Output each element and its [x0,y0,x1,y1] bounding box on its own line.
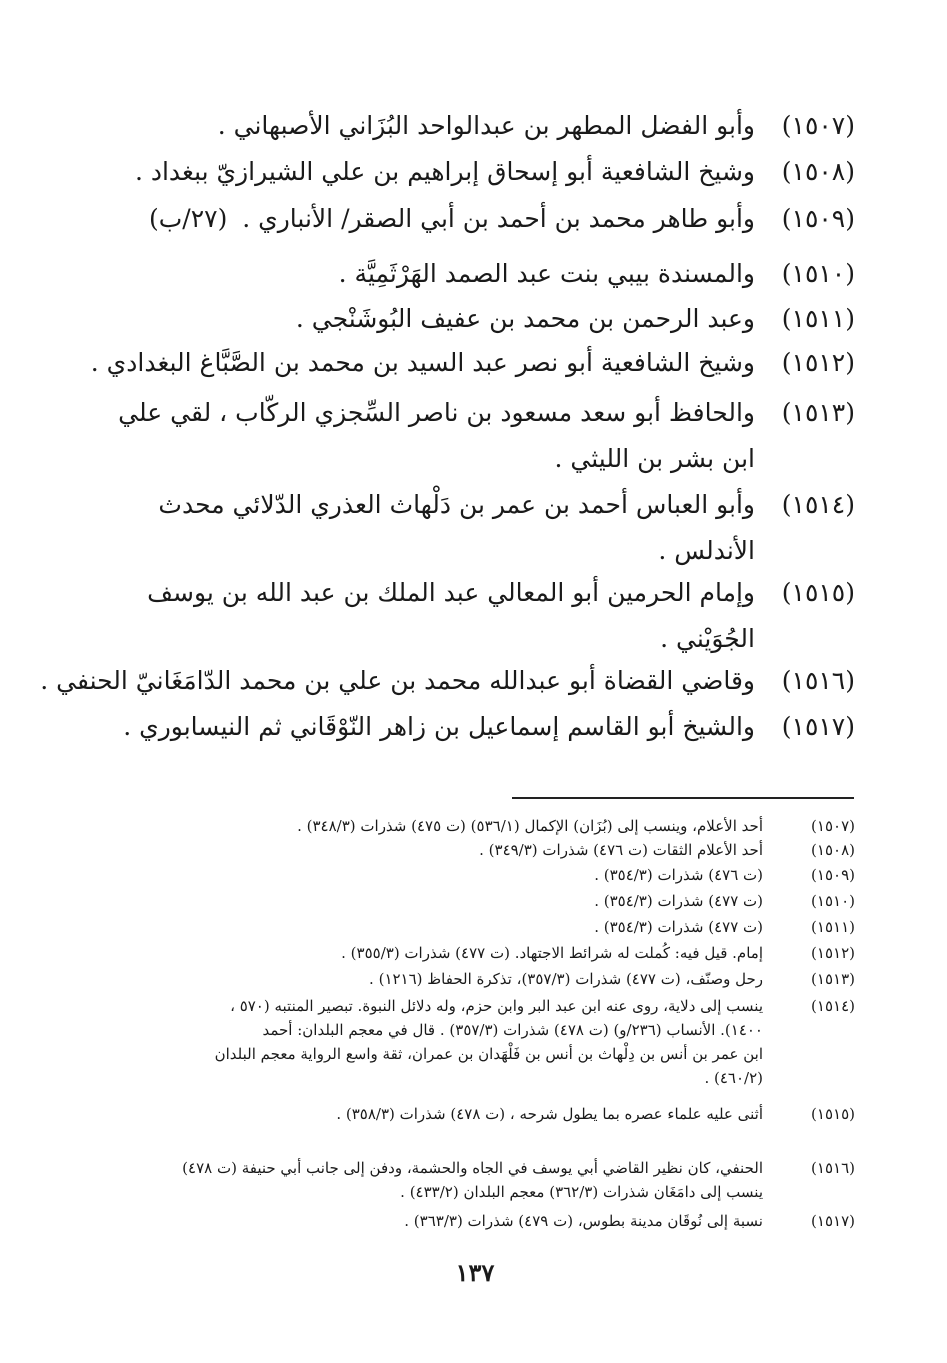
entry-number: (١٥٠٨) [781,157,855,186]
entry-text: والمسندة بيبي بنت عبد الصمد الهَرْثَمِيَّة . [338,259,755,288]
footnote-text: الحنفي، كان نظير القاضي أبي يوسف في الجاه والحشمة، ودفن إلى جانب أبي حنيفة (ت ٤٧٨) [182,1159,763,1177]
entry-text: والحافظ أبو سعد مسعود بن ناصر السِّجزي الركّاب ، لقي علي [118,398,755,427]
footnote-number: (١٥١١) [811,918,855,936]
footnote-text-line-3: ابن عمر بن أنس بن دِلْهاث بن أنس بن فَلْهَدان بن عمران، ثقة واسع الرواية معجم البلدان [214,1045,763,1063]
footnote-text: أحد الأعلام، وينسب إلى (بُزَان) الإكمال (٥٣٦/١) (ت ٤٧٥) شذرات (٣٤٨/٣) . [297,817,763,835]
footnote-text: (ت ٤٧٧) شذرات (٣٥٤/٣) . [594,892,763,910]
footnote-text: أحد الأعلام الثقات (ت ٤٧٦) شذرات (٣٤٩/٣) . [479,841,763,859]
footnote-number: (١٥١٥) [811,1105,855,1123]
entry-text: وعبد الرحمن بن محمد بن عفيف البُوشَنْجي . [295,304,755,333]
footnote-text: إمام. قيل فيه: كُملت له شرائط الاجتهاد. (ت ٤٧٧) شذرات (٣٥٥/٣) . [341,944,763,962]
page-number: ١٣٧ [455,1258,495,1287]
entry-number: (١٥١٣) [781,398,855,427]
footnote-number: (١٥١٠) [811,892,855,910]
footnote-text: ينسب إلى دلاية، روى عنه ابن عبد البر وابن حزم، وله دلائل النبوة. تبصير المنتبه (٥٧٠ ، [230,997,763,1015]
entry-text: وإمام الحرمين أبو المعالي عبد الملك بن عبد الله بن يوسف [147,578,755,607]
entry-text-continuation: الأندلس . [658,536,755,565]
entry-text: والشيخ أبو القاسم إسماعيل بن زاهر النّوْقَاني ثم النيسابوري . [123,712,755,741]
entry-text: وشيخ الشافعية أبو نصر عبد السيد بن محمد بن الصَّبَّاغ البغدادي . [90,348,755,377]
footnote-number: (١٥٠٨) [811,841,855,859]
entry-number: (١٥١٠) [781,259,855,288]
entry-number: (١٥١١) [781,304,855,333]
footnote-number: (١٥٠٧) [811,817,855,835]
footnote-text: نسبة إلى نُوقَان مدينة بطوس، (ت ٤٧٩) شذرات (٣٦٣/٣) . [404,1212,763,1230]
footnote-text: أثنى عليه علماء عصره بما يطول شرحه ، (ت ٤٧٨) شذرات (٣٥٨/٣) . [336,1105,763,1123]
entry-number: (١٥٠٧) [781,111,855,140]
entry-text: وشيخ الشافعية أبو إسحاق إبراهيم بن علي الشيرازيّ ببغداد . [134,157,755,186]
entry-number: (١٥١٥) [781,578,855,607]
entry-text-continuation: ابن بشر بن الليثي . [554,444,755,473]
footnote-number: (١٥٠٩) [811,866,855,884]
footnote-number: (١٥١٣) [811,970,855,988]
entry-number: (١٥١٤) [781,490,855,519]
footnote-text: (ت ٤٧٧) شذرات (٣٥٤/٣) . [594,918,763,936]
footnote-number: (١٥١٧) [811,1212,855,1230]
entry-number: (١٥١٦) [781,666,855,695]
entry-text: وأبو طاهر محمد بن أحمد بن أبي الصقر/ الأنباري . [242,204,755,233]
footnote-number: (١٥١٢) [811,944,855,962]
footnote-text-line-2: ١٤٠٠). الأنساب (٢٣٦/و) (ت ٤٧٨) شذرات (٣٥٧/٣) . قال في معجم البلدان: أحمد [262,1021,763,1039]
footnote-text: رحل وصنّف، (ت ٤٧٧) شذرات (٣٥٧/٣)، تذكرة الحفاظ (١٢١٦) . [369,970,763,988]
entry-number: (١٥٠٩) [781,204,855,233]
manuscript-folio-marker: (٢٧/ب) [149,204,228,233]
footnote-number: (١٥١٤) [811,997,855,1015]
footnote-text: (ت ٤٧٦) شذرات (٣٥٤/٣) . [594,866,763,884]
entry-number: (١٥١٢) [781,348,855,377]
footnote-text-line-2: ينسب إلى دامَغَان شذرات (٣٦٢/٣) معجم البلدان (٤٣٣/٢) . [400,1183,763,1201]
entry-text-continuation: الجُوَيْني . [660,624,755,653]
entry-text: وأبو العباس أحمد بن عمر بن دَلْهاث العذري الدّلائي محدث [158,490,755,519]
footnote-divider [512,797,854,799]
entry-text: وأبو الفضل المطهر بن عبدالواحد البُزَاني الأصبهاني . [217,111,755,140]
entry-number: (١٥١٧) [781,712,855,741]
footnote-number: (١٥١٦) [811,1159,855,1177]
footnote-text-line-4: (٤٦٠/٢) . [704,1069,763,1087]
entry-text: وقاضي القضاة أبو عبدالله محمد بن علي بن محمد الدّامَغَانيّ الحنفي . [40,666,755,695]
